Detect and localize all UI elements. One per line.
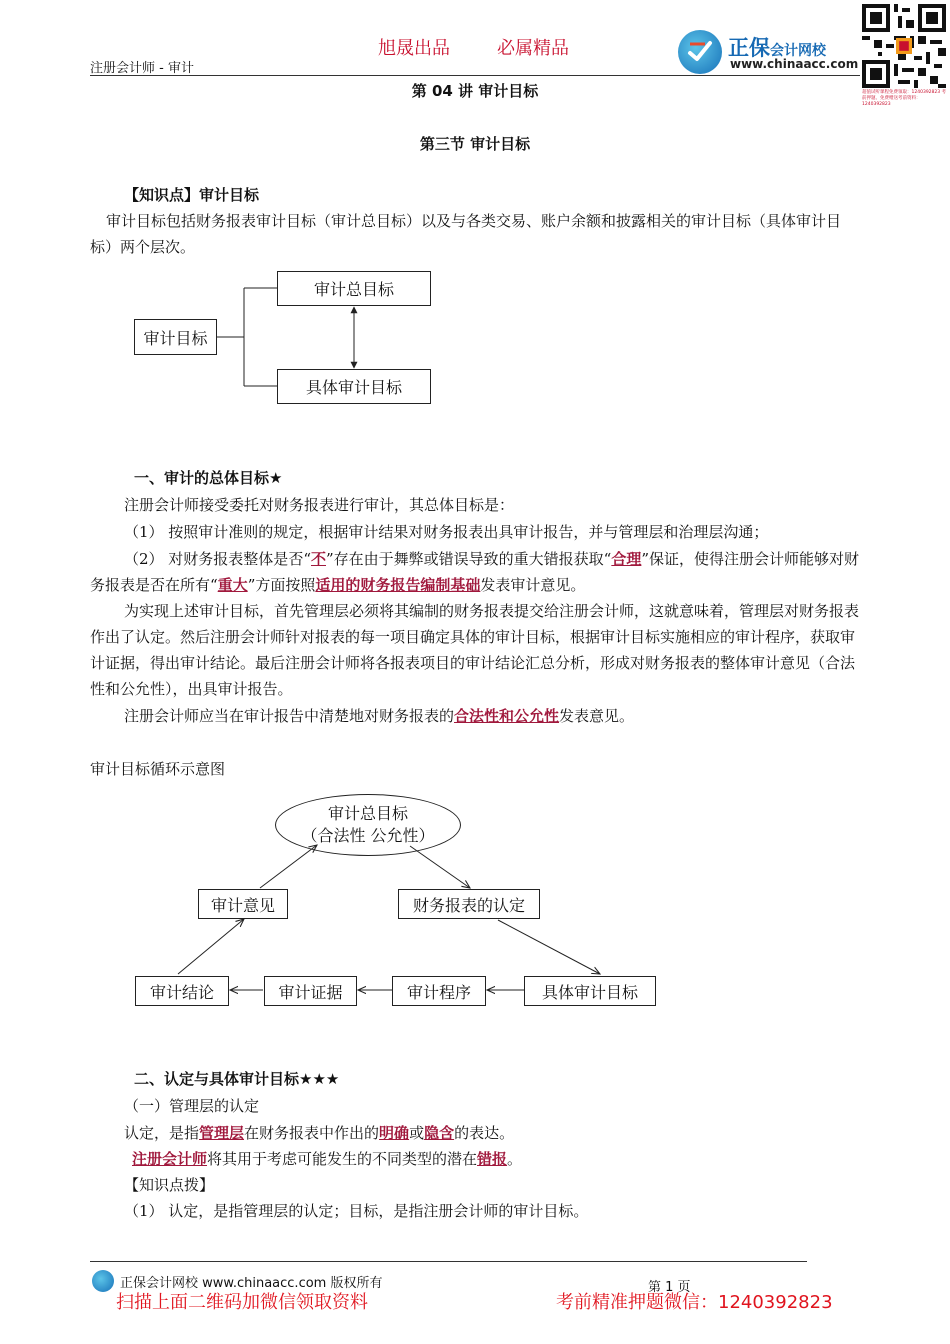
knowledge-intro: 审计目标包括财务报表审计目标（审计总目标）以及与各类交易、账户余额和披露相关的审计目标（具体审计目标）两个层次。 <box>90 212 842 256</box>
diagram2-procedure-box: 审计程序 <box>392 976 486 1006</box>
footer-copyright: 正保会计网校 www.chinaacc.com 版权所有 <box>120 1276 383 1291</box>
line1-text-c: 或 <box>409 1124 425 1142</box>
diagram2-conclusion-box: 审计结论 <box>135 976 229 1006</box>
slogan-left: 旭晟出品 <box>378 38 450 59</box>
diagram2-opinion-box: 审计意见 <box>198 889 288 919</box>
logo-name-big: 正保 <box>728 36 770 60</box>
keyword-framework: 适用的财务报告编制基础 <box>315 576 481 594</box>
keyword-management: 管理层 <box>199 1124 245 1142</box>
line1-text-b: 在财务报表中作出的 <box>244 1124 380 1142</box>
logo-url: www.chinaacc.com <box>730 57 859 71</box>
section1-item1: （1） 按照审计准则的规定，根据审计结果对财务报表出具审计报告，并与管理层和治理层沟通； <box>124 523 769 541</box>
diagram2-center-ellipse <box>275 794 461 856</box>
keyword-explicit: 明确 <box>379 1124 410 1142</box>
keyword-not: 不 <box>310 550 326 568</box>
footer-logo-icon <box>92 1270 114 1292</box>
line1-text-d: 的表达。 <box>454 1124 515 1142</box>
diagram2-evidence-box: 审计证据 <box>264 976 357 1006</box>
center-line2: （合法性 公允性） <box>301 826 435 845</box>
section1-item2 <box>90 546 860 598</box>
line2-text-a: 将其用于考虑可能发生的不同类型的潜在 <box>207 1150 478 1168</box>
page-number: 第 1 页 <box>648 1280 691 1295</box>
section2-tip1: （1） 认定，是指管理层的认定；目标，是指注册会计师的审计目标。 <box>124 1202 589 1220</box>
section-title: 第三节 审计目标 <box>419 135 531 153</box>
item2-text-b: ”存在由于舞弊或错误导致的重大错报获取“ <box>326 550 612 568</box>
diagram2-assertion-box: 财务报表的认定 <box>398 889 540 919</box>
keyword-misstatement: 错报 <box>477 1150 508 1168</box>
keyword-implicit: 隐含 <box>424 1124 455 1142</box>
section2-tip-heading: 【知识点拨】 <box>124 1176 215 1194</box>
promo-right: 考前精准押题微信：1240392823 <box>556 1292 833 1313</box>
para3-text-a: 注册会计师应当在审计报告中清楚地对财务报表的 <box>124 707 455 725</box>
keyword-reasonable: 合理 <box>611 550 642 568</box>
diagram2-caption: 审计目标循环示意图 <box>90 760 226 778</box>
section2-sub1: （一）管理层的认定 <box>124 1097 260 1115</box>
center-line1: 审计总目标 <box>327 804 408 823</box>
item2-text-d: ”方面按照 <box>247 576 316 594</box>
para3-text-b: 发表意见。 <box>559 707 635 725</box>
keyword-fairness: 合法性和公允性 <box>454 707 560 725</box>
lecture-title: 第 04 讲 审计目标 <box>411 82 539 100</box>
section2-heading: 二、认定与具体审计目标★★★ <box>134 1070 340 1088</box>
section2-line1 <box>124 1120 860 1146</box>
item2-text-e: 发表审计意见。 <box>480 576 586 594</box>
qr-note: 超值试听课程免费领取：1240392823 考前押题、免费赠送考前资料：1240392823 <box>862 90 947 107</box>
line2-text-b: 。 <box>507 1150 523 1168</box>
line1-text-a: 认定，是指 <box>124 1124 200 1142</box>
course-label: 注册会计师 - 审计 <box>90 61 194 76</box>
knowledge-heading: 【知识点】审计目标 <box>124 186 260 204</box>
keyword-auditor: 注册会计师 <box>132 1150 208 1168</box>
section1-para3 <box>90 703 860 729</box>
footer-divider <box>90 1261 807 1262</box>
item2-text-c: ”保证，使得注册会计师能够对财务报表是否在所有“ <box>90 550 860 594</box>
section2-line2 <box>132 1146 860 1172</box>
keyword-material: 重大 <box>217 576 248 594</box>
item2-text-a: （2） 对财务报表整体是否“ <box>124 550 311 568</box>
diagram1-top-box: 审计总目标 <box>277 271 431 306</box>
promo-left: 扫描上面二维码加微信领取资料 <box>116 1292 368 1313</box>
diagram1-bottom-box: 具体审计目标 <box>277 369 431 404</box>
diagram1-root-box: 审计目标 <box>134 319 217 355</box>
slogan-right: 必属精品 <box>497 38 569 59</box>
section1-para2: 为实现上述审计目标，首先管理层必须将其编制的财务报表提交给注册会计师，这就意味着，管理层对财务报表作出了认定。然后注册会计师针对报表的每一项目确定具体的审计目标，根据审计目标实施相应的审计程序，获取审计证据，得出审计结论。最后注册会计师将各报表项目的审计结论汇总分析，形成对财务报表的整体审计意见（合法性和公允性），出具审计报告。 <box>90 602 860 698</box>
section1-heading: 一、审计的总体目标★ <box>134 469 283 487</box>
section1-lead: 注册会计师接受委托对财务报表进行审计，其总体目标是： <box>124 496 515 514</box>
logo-name-small: 会计网校 <box>770 43 826 59</box>
diagram2-specific-box: 具体审计目标 <box>524 976 656 1006</box>
